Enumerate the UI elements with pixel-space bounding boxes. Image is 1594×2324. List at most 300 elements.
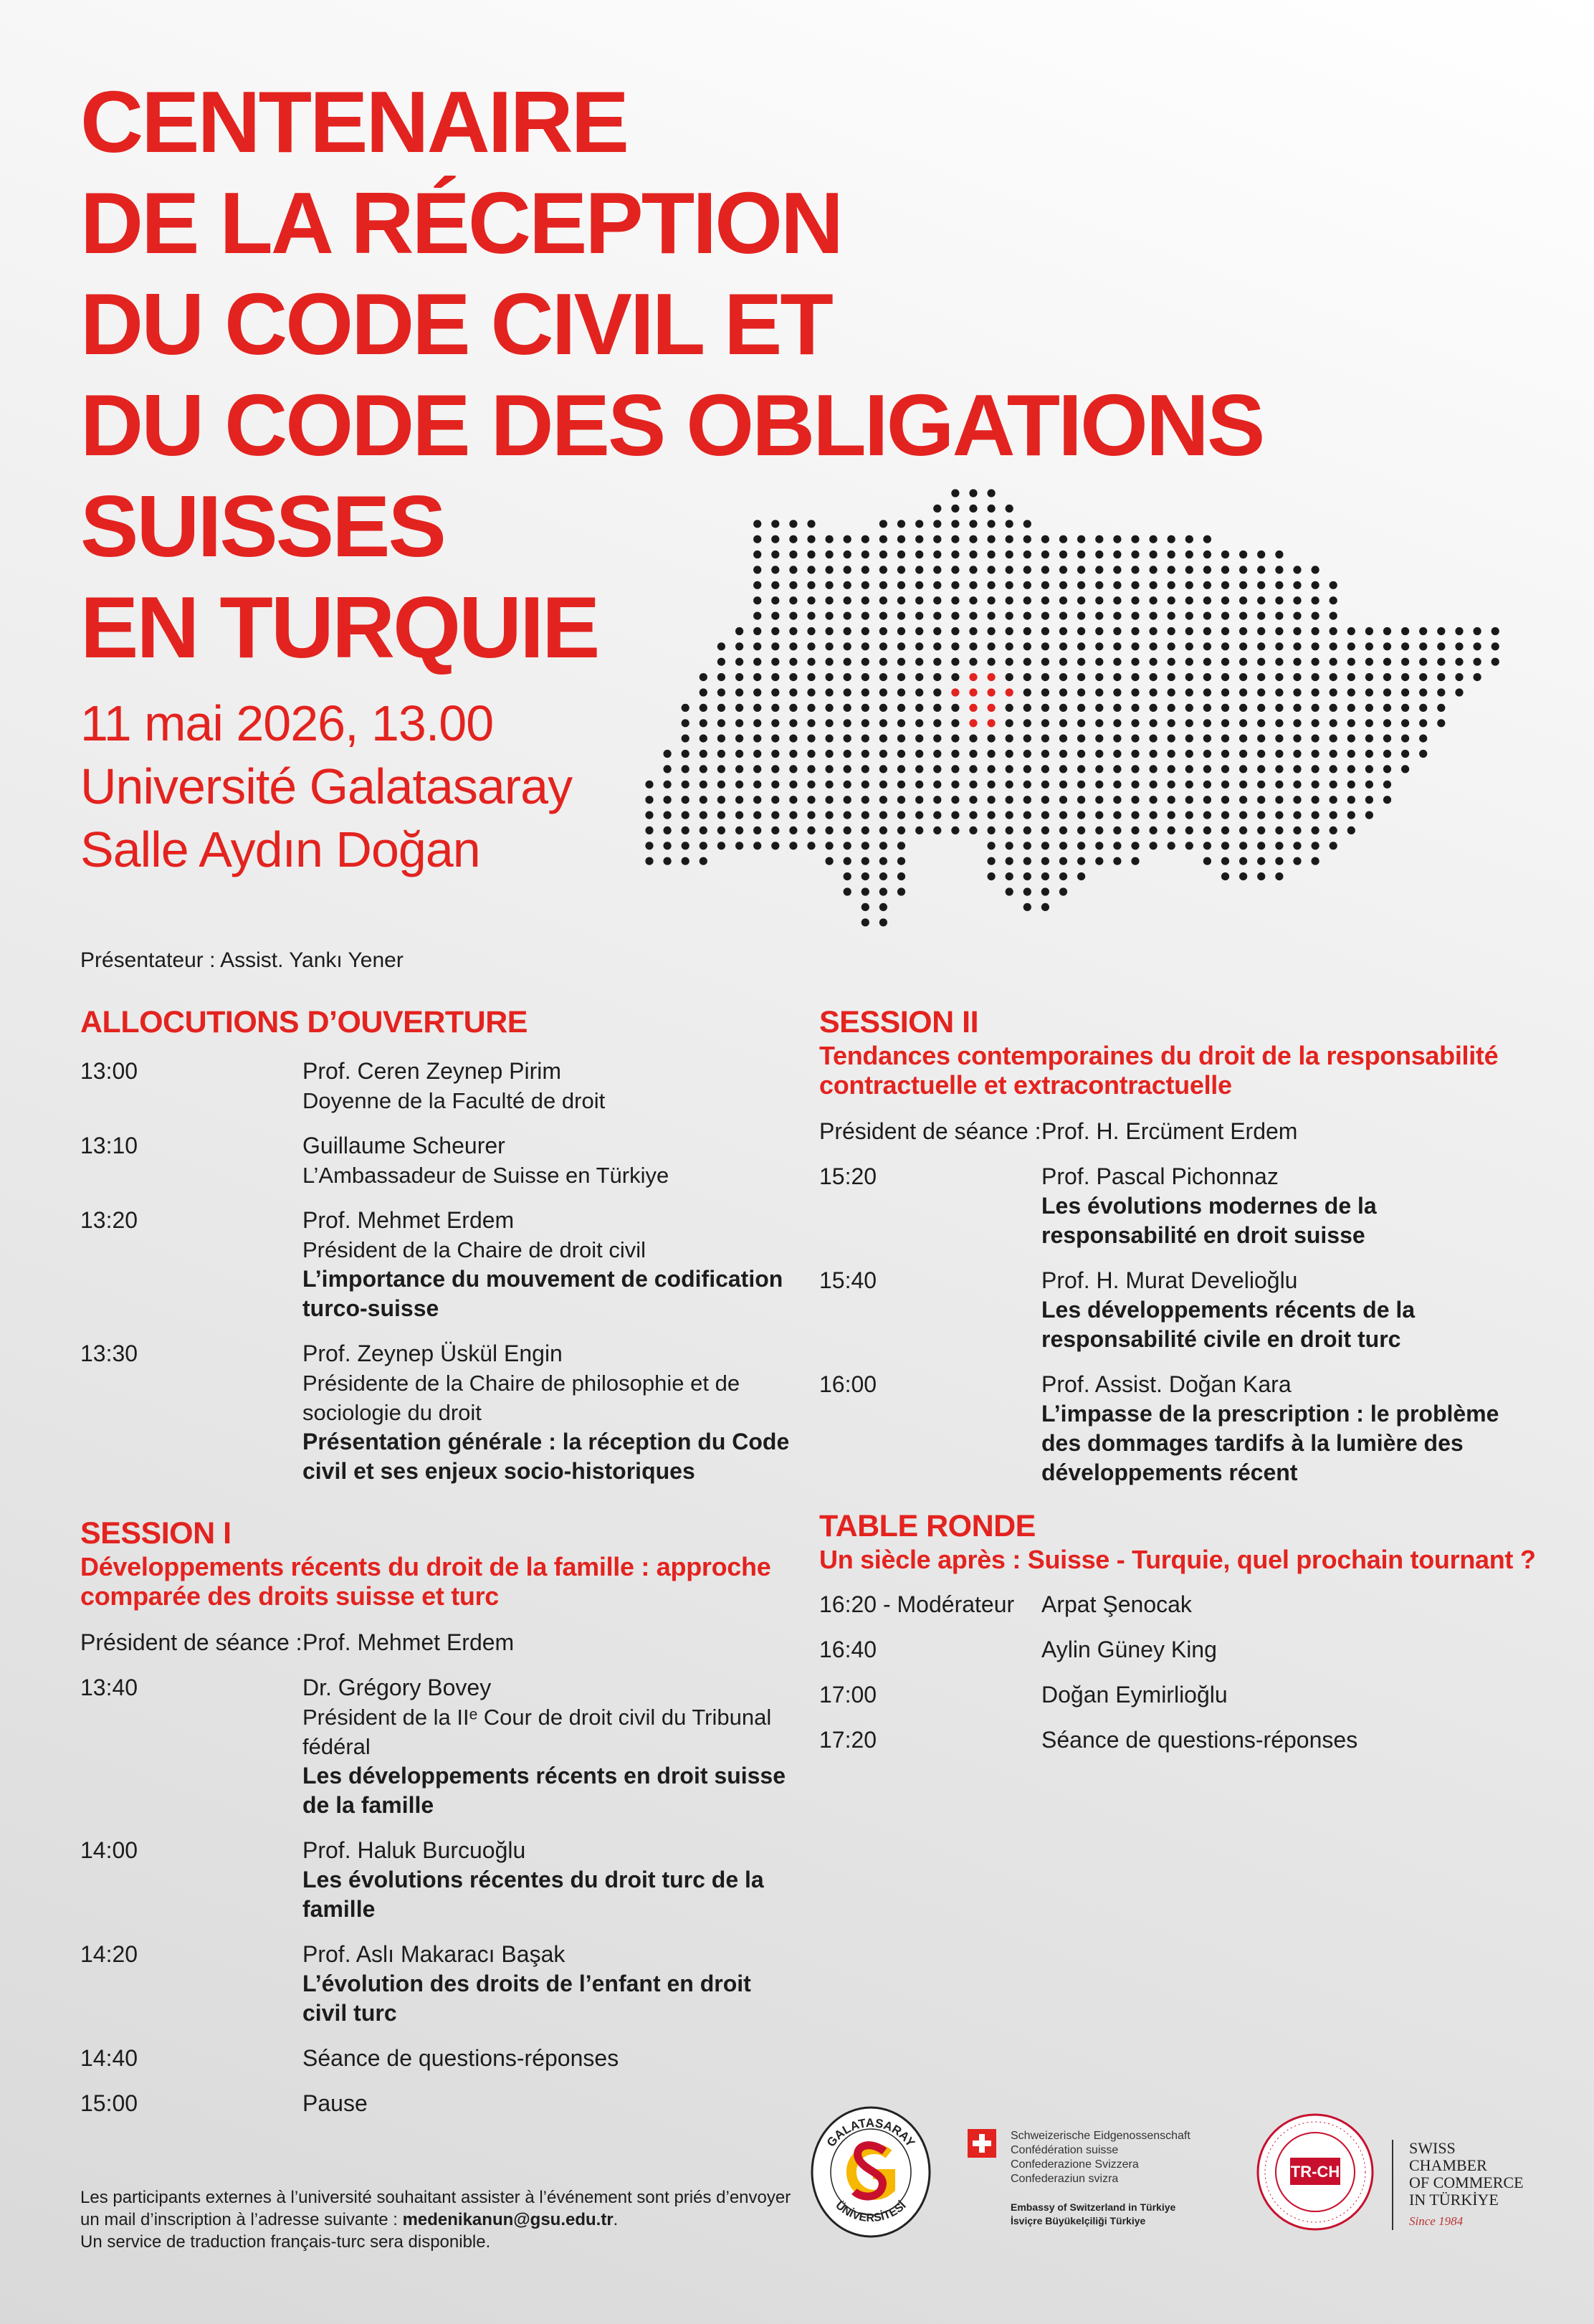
embassy-line: İsviçre Büyükelçiliği Türkiye: [1011, 2215, 1146, 2227]
map-dot: [1059, 704, 1067, 712]
map-dot: [844, 842, 851, 849]
map-dot: [1383, 719, 1391, 727]
map-dot: [1330, 627, 1337, 635]
map-dot: [844, 673, 851, 681]
map-dot: [969, 612, 977, 620]
map-dot: [1041, 750, 1049, 758]
swiss-chamber-of-commerce-logo: [1392, 2140, 1527, 2230]
map-dot: [1006, 827, 1013, 834]
map-dot: [1095, 642, 1103, 650]
map-dot: [682, 750, 689, 758]
map-dot: [1383, 673, 1391, 681]
map-dot: [717, 673, 725, 681]
map-dot: [753, 796, 761, 804]
map-dot: [1203, 750, 1211, 758]
map-dot: [1077, 719, 1085, 727]
map-dot: [1383, 750, 1391, 758]
map-dot: [1275, 750, 1283, 758]
session1-chair: [80, 1628, 797, 1657]
map-dot: [789, 627, 797, 635]
map-dot: [826, 811, 834, 819]
map-dot: [1023, 857, 1031, 865]
map-dot: [897, 765, 905, 773]
map-dot: [1257, 857, 1265, 865]
map-dot: [682, 735, 689, 743]
map-dot: [1347, 765, 1355, 773]
map-dot: [897, 581, 905, 589]
schedule-time: 16:40: [819, 1637, 877, 1662]
map-dot: [1113, 735, 1121, 743]
map-dot: [1185, 627, 1193, 635]
map-dot: [1257, 673, 1265, 681]
map-dot: [789, 520, 797, 528]
map-dot: [1041, 566, 1049, 573]
map-dot: [1150, 827, 1158, 834]
map-dot: [1168, 719, 1175, 727]
map-dot: [879, 857, 887, 865]
map-dot: [1168, 551, 1175, 558]
map-dot: [1185, 704, 1193, 712]
map-dot: [735, 627, 743, 635]
map-dot: [1419, 750, 1427, 758]
map-dot: [1023, 750, 1031, 758]
schedule-row: [819, 1162, 1536, 1250]
map-dot: [1437, 642, 1445, 650]
map-dot: [1312, 612, 1319, 620]
map-dot: [1293, 673, 1301, 681]
map-dot: [969, 688, 977, 696]
map-dot: [789, 658, 797, 666]
map-dot: [897, 566, 905, 573]
map-dot: [1257, 658, 1265, 666]
map-dot: [1239, 872, 1247, 880]
scc-line: IN TÜRKİYE: [1409, 2191, 1499, 2209]
map-dot: [879, 658, 887, 666]
map-dot: [1312, 842, 1319, 849]
map-dot: [807, 627, 815, 635]
map-dot: [771, 566, 779, 573]
schedule-time: 13:30: [80, 1340, 138, 1366]
map-dot: [844, 735, 851, 743]
schedule-row: [80, 1206, 797, 1323]
talk-title: Les évolutions modernes de la responsabilité en droit suisse: [1041, 1193, 1377, 1248]
registration-email[interactable]: medenikanun@gsu.edu.tr: [402, 2210, 614, 2229]
map-dot: [933, 704, 941, 712]
map-dot: [1365, 704, 1373, 712]
map-dot: [753, 596, 761, 604]
map-dot: [717, 642, 725, 650]
speaker-role: Doyenne de la Faculté de droit: [302, 1088, 606, 1113]
map-dot: [1383, 658, 1391, 666]
map-dot: [700, 765, 707, 773]
map-dot: [807, 781, 815, 789]
map-dot: [1293, 688, 1301, 696]
map-dot: [1330, 612, 1337, 620]
map-dot: [951, 566, 959, 573]
map-dot: [1312, 581, 1319, 589]
map-dot: [1168, 566, 1175, 573]
map-dot: [1006, 750, 1013, 758]
map-dot: [897, 735, 905, 743]
map-dot: [969, 811, 977, 819]
map-dot: [807, 642, 815, 650]
schedule-time: 13:40: [80, 1675, 138, 1700]
map-dot: [1221, 719, 1229, 727]
map-dot: [862, 903, 869, 911]
map-dot: [844, 658, 851, 666]
map-dot: [1221, 581, 1229, 589]
map-dot: [1113, 673, 1121, 681]
map-dot: [951, 505, 959, 513]
map-dot: [915, 520, 923, 528]
map-dot: [1203, 658, 1211, 666]
map-dot: [1275, 612, 1283, 620]
map-dot: [1131, 811, 1139, 819]
map-dot: [862, 551, 869, 558]
roundtable-heading: TABLE RONDE: [819, 1509, 1036, 1543]
scc-line: OF COMMERCE: [1409, 2173, 1524, 2191]
map-dot: [735, 642, 743, 650]
map-dot: [933, 781, 941, 789]
map-dot: [1419, 688, 1427, 696]
map-dot: [1383, 642, 1391, 650]
map-dot: [1023, 673, 1031, 681]
map-dot: [951, 658, 959, 666]
map-dot: [1095, 781, 1103, 789]
map-dot: [1059, 719, 1067, 727]
map-dot: [826, 673, 834, 681]
map-dot: [1330, 811, 1337, 819]
map-dot: [844, 827, 851, 834]
schedule-row: [819, 1266, 1536, 1354]
schedule-row: [80, 1131, 797, 1190]
map-dot: [1168, 658, 1175, 666]
map-dot: [915, 827, 923, 834]
schedule-time: 13:00: [80, 1058, 138, 1084]
map-dot: [1401, 765, 1409, 773]
session1-subtitle: Développements récents du droit de la famille : approche comparée des droits suisse et turc: [80, 1552, 771, 1611]
map-dot: [771, 658, 779, 666]
map-dot: [1257, 642, 1265, 650]
speaker-name: Prof. Aslı Makaracı Başak: [302, 1941, 565, 1967]
map-dot: [1330, 827, 1337, 834]
schedule-row: [80, 1339, 797, 1486]
schedule-time: 14:40: [80, 2045, 138, 2071]
map-dot: [844, 688, 851, 696]
map-dot: [933, 735, 941, 743]
map-dot: [1401, 642, 1409, 650]
map-dot: [862, 535, 869, 543]
map-dot: [844, 642, 851, 650]
map-dot: [969, 505, 977, 513]
map-dot: [1095, 796, 1103, 804]
schedule-content: [1041, 1635, 1536, 1665]
schedule-content: [1041, 1590, 1536, 1619]
map-dot: [771, 796, 779, 804]
map-dot: [1185, 827, 1193, 834]
map-dot: [1150, 581, 1158, 589]
map-dot: [1275, 857, 1283, 865]
map-dot: [1185, 735, 1193, 743]
speaker-name: Aylin Güney King: [1041, 1637, 1217, 1662]
map-dot: [844, 581, 851, 589]
map-dot: [1168, 673, 1175, 681]
map-dot: [1131, 673, 1139, 681]
map-dot: [1365, 735, 1373, 743]
map-dot: [1330, 796, 1337, 804]
map-dot: [951, 520, 959, 528]
map-dot: [897, 811, 905, 819]
map-dot: [789, 688, 797, 696]
speaker-name: Prof. Ceren Zeynep Pirim: [302, 1058, 562, 1084]
map-dot: [717, 842, 725, 849]
map-dot: [1059, 857, 1067, 865]
map-dot: [915, 673, 923, 681]
map-dot: [879, 811, 887, 819]
map-dot: [862, 811, 869, 819]
talk-title: L’impasse de la prescription : le problème des dommages tardifs à la lumière des développements récent: [1041, 1401, 1499, 1485]
map-dot: [933, 688, 941, 696]
map-dot: [1168, 735, 1175, 743]
map-dot: [933, 520, 941, 528]
map-dot: [897, 704, 905, 712]
map-dot: [1401, 704, 1409, 712]
map-dot: [1221, 781, 1229, 789]
map-dot: [1131, 842, 1139, 849]
map-dot: [1185, 612, 1193, 620]
map-dot: [1113, 842, 1121, 849]
map-dot: [1095, 842, 1103, 849]
schedule-time: 13:20: [80, 1207, 138, 1233]
speaker-name: Dr. Grégory Bovey: [302, 1675, 492, 1700]
map-dot: [1168, 535, 1175, 543]
map-dot: [1203, 781, 1211, 789]
map-dot: [844, 612, 851, 620]
map-dot: [1293, 842, 1301, 849]
map-dot: [1131, 596, 1139, 604]
map-dot: [682, 719, 689, 727]
map-dot: [1150, 719, 1158, 727]
map-dot: [1203, 673, 1211, 681]
map-dot: [951, 489, 959, 497]
map-dot: [1221, 857, 1229, 865]
map-dot: [1059, 887, 1067, 895]
map-dot: [789, 735, 797, 743]
map-dot: [1095, 581, 1103, 589]
map-dot: [1221, 673, 1229, 681]
map-dot: [1401, 673, 1409, 681]
map-dot: [826, 781, 834, 789]
map-dot: [1095, 566, 1103, 573]
map-dot: [1077, 612, 1085, 620]
map-dot: [969, 535, 977, 543]
map-dot: [1113, 581, 1121, 589]
map-dot: [1221, 735, 1229, 743]
map-dot: [1168, 750, 1175, 758]
map-dot: [1131, 658, 1139, 666]
map-dot: [1150, 642, 1158, 650]
map-dot: [1203, 566, 1211, 573]
talk-title: Présentation générale : la réception du Code civil et ses enjeux socio-historiques: [302, 1429, 790, 1484]
embassy-line: Embassy of Switzerland in Türkiye: [1011, 2201, 1176, 2213]
map-dot: [1239, 642, 1247, 650]
map-dot: [862, 581, 869, 589]
opening-heading: ALLOCUTIONS D’OUVERTURE: [80, 1005, 528, 1039]
map-dot: [1293, 704, 1301, 712]
map-dot: [1293, 811, 1301, 819]
map-dot: [897, 520, 905, 528]
map-dot: [1383, 627, 1391, 635]
map-dot: [897, 796, 905, 804]
map-dot: [789, 704, 797, 712]
map-dot: [789, 719, 797, 727]
map-dot: [862, 566, 869, 573]
map-dot: [1257, 735, 1265, 743]
map-dot: [771, 704, 779, 712]
map-dot: [1257, 596, 1265, 604]
map-dot: [1077, 642, 1085, 650]
map-dot: [1131, 566, 1139, 573]
map-dot: [682, 842, 689, 849]
map-dot: [951, 551, 959, 558]
map-dot: [1059, 735, 1067, 743]
map-dot: [951, 642, 959, 650]
title-line: EN TURQUIE: [80, 578, 598, 676]
map-dot: [1203, 551, 1211, 558]
speaker-name: Prof. Assist. Doğan Kara: [1041, 1371, 1292, 1397]
map-dot: [789, 535, 797, 543]
map-dot: [807, 719, 815, 727]
map-dot: [1059, 642, 1067, 650]
note-line: un mail d’inscription à l’adresse suivante : medenikanun@gsu.edu.tr.: [80, 2210, 619, 2229]
map-dot: [1293, 735, 1301, 743]
map-dot: [933, 827, 941, 834]
map-dot: [1059, 688, 1067, 696]
map-dot: [1401, 688, 1409, 696]
map-dot: [897, 719, 905, 727]
map-dot: [1401, 735, 1409, 743]
schedule-time: 14:20: [80, 1941, 138, 1967]
map-dot: [1006, 842, 1013, 849]
map-dot: [1455, 642, 1463, 650]
map-dot: [879, 673, 887, 681]
map-dot: [915, 719, 923, 727]
map-dot: [753, 535, 761, 543]
map-dot: [1185, 581, 1193, 589]
map-dot: [1203, 627, 1211, 635]
map-dot: [862, 673, 869, 681]
map-dot: [807, 673, 815, 681]
map-dot: [1131, 612, 1139, 620]
map-dot: [1365, 719, 1373, 727]
map-dot: [1419, 658, 1427, 666]
map-dot: [951, 688, 959, 696]
map-dot: [1095, 827, 1103, 834]
map-dot: [1221, 551, 1229, 558]
map-dot: [1023, 596, 1031, 604]
map-dot: [862, 719, 869, 727]
map-dot: [1293, 750, 1301, 758]
map-dot: [988, 719, 996, 727]
map-dot: [1041, 735, 1049, 743]
map-dot: [1059, 551, 1067, 558]
map-dot: [1023, 658, 1031, 666]
map-dot: [1275, 735, 1283, 743]
map-dot: [807, 658, 815, 666]
map-dot: [1059, 581, 1067, 589]
map-dot: [753, 612, 761, 620]
map-dot: [1275, 581, 1283, 589]
map-dot: [1293, 612, 1301, 620]
schedule-time: 14:00: [80, 1837, 138, 1863]
map-dot: [700, 735, 707, 743]
map-dot: [807, 842, 815, 849]
map-dot: [826, 688, 834, 696]
map-dot: [826, 857, 834, 865]
note-line: Les participants externes à l’université souhaitant assister à l’événement sont priés d’envoyer: [80, 2188, 791, 2207]
map-dot: [771, 750, 779, 758]
event-venue: Université Galatasaray: [80, 758, 573, 814]
map-dot: [1006, 658, 1013, 666]
map-dot: [988, 520, 996, 528]
map-dot: [933, 811, 941, 819]
map-dot: [1185, 765, 1193, 773]
map-dot: [1095, 704, 1103, 712]
map-dot: [807, 688, 815, 696]
map-dot: [1330, 781, 1337, 789]
map-dot: [1239, 735, 1247, 743]
map-dot: [1347, 796, 1355, 804]
map-dot: [771, 551, 779, 558]
map-dot: [807, 811, 815, 819]
map-dot: [1330, 704, 1337, 712]
map-dot: [1131, 627, 1139, 635]
speaker-name: Prof. Haluk Burcuoğlu: [302, 1837, 526, 1863]
map-dot: [1059, 566, 1067, 573]
map-dot: [664, 765, 672, 773]
map-dot: [933, 612, 941, 620]
map-dot: [1077, 842, 1085, 849]
map-dot: [879, 887, 887, 895]
map-dot: [717, 658, 725, 666]
map-dot: [897, 781, 905, 789]
map-dot: [1312, 642, 1319, 650]
map-dot: [862, 688, 869, 696]
schedule-content: [302, 2044, 797, 2073]
map-dot: [1023, 842, 1031, 849]
schedule-content: [302, 1940, 797, 2028]
map-dot: [1023, 581, 1031, 589]
map-dot: [789, 612, 797, 620]
map-dot: [1041, 627, 1049, 635]
map-dot: [933, 581, 941, 589]
map-dot: [951, 811, 959, 819]
map-dot: [1383, 735, 1391, 743]
map-dot: [933, 658, 941, 666]
map-dot: [1041, 551, 1049, 558]
map-dot: [735, 688, 743, 696]
map-dot: [1150, 735, 1158, 743]
roundtable-list: [819, 1590, 1536, 1755]
map-dot: [1257, 551, 1265, 558]
map-dot: [700, 796, 707, 804]
map-dot: [1275, 719, 1283, 727]
map-dot: [1113, 796, 1121, 804]
map-dot: [717, 811, 725, 819]
map-dot: [1095, 750, 1103, 758]
map-dot: [789, 781, 797, 789]
map-dot: [1059, 627, 1067, 635]
